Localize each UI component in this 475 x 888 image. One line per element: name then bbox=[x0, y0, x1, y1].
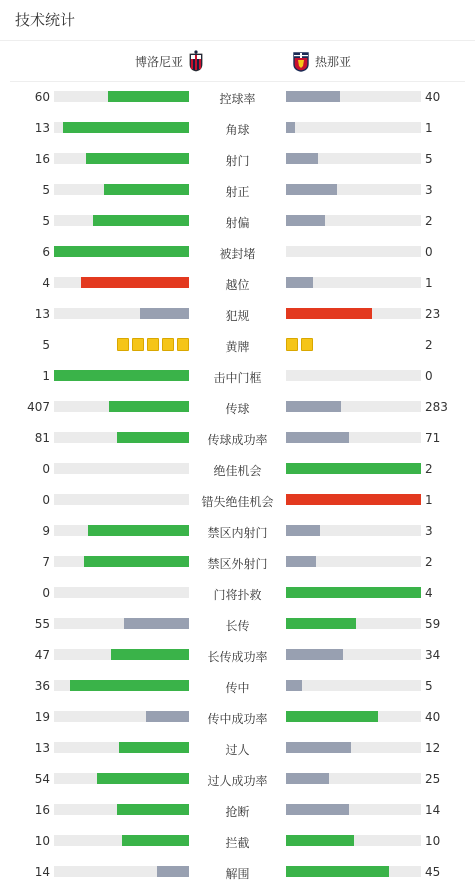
away-stat-value: 10 bbox=[425, 834, 441, 848]
away-stat-bar-fill bbox=[286, 742, 351, 753]
stat-row bbox=[0, 609, 475, 640]
away-stat-value: 45 bbox=[425, 865, 441, 879]
home-stat-bar-fill bbox=[63, 122, 189, 133]
stat-label: 过人成功率 bbox=[207, 774, 268, 788]
yellow-card-icon bbox=[162, 338, 174, 351]
away-stat-bar bbox=[286, 804, 421, 815]
home-stat-bar bbox=[54, 618, 189, 629]
away-team[interactable] bbox=[293, 41, 357, 81]
home-stat-bar bbox=[54, 649, 189, 660]
stat-row bbox=[0, 671, 475, 702]
stat-row bbox=[0, 82, 475, 113]
away-stat-bar bbox=[286, 215, 421, 226]
stat-label: 射偏 bbox=[225, 216, 250, 230]
away-stat-bar bbox=[286, 773, 421, 784]
away-team-name: 热那亚 bbox=[315, 54, 352, 69]
home-stat-bar bbox=[54, 432, 189, 443]
home-stat-value: 4 bbox=[42, 276, 50, 290]
stat-row bbox=[0, 640, 475, 671]
away-stat-value: 283 bbox=[425, 400, 448, 414]
away-stat-bar bbox=[286, 494, 421, 505]
away-stat-bar-fill bbox=[286, 494, 421, 505]
home-stat-bar-fill bbox=[146, 711, 189, 722]
stat-row bbox=[0, 795, 475, 826]
away-stat-value: 3 bbox=[425, 524, 433, 538]
away-stat-value: 59 bbox=[425, 617, 441, 631]
away-stat-value: 40 bbox=[425, 710, 441, 724]
home-stat-bar-fill bbox=[70, 680, 189, 691]
home-stat-bar bbox=[54, 711, 189, 722]
home-stat-value: 0 bbox=[42, 462, 50, 476]
home-stat-bar bbox=[54, 246, 189, 257]
home-stat-value: 7 bbox=[42, 555, 50, 569]
stat-label: 拦截 bbox=[225, 836, 250, 850]
away-stat-value: 1 bbox=[425, 493, 433, 507]
home-stat-bar bbox=[54, 401, 189, 412]
home-stat-bar bbox=[54, 277, 189, 288]
away-stat-bar bbox=[286, 525, 421, 536]
home-stat-bar-fill bbox=[84, 556, 189, 567]
stat-row bbox=[0, 764, 475, 795]
away-stat-value: 34 bbox=[425, 648, 441, 662]
stat-label: 抢断 bbox=[225, 805, 250, 819]
away-stat-bar bbox=[286, 401, 421, 412]
stat-label: 角球 bbox=[225, 123, 250, 137]
home-stat-bar-fill bbox=[93, 215, 189, 226]
home-stat-value: 14 bbox=[34, 865, 50, 879]
away-stat-value: 12 bbox=[425, 741, 441, 755]
away-stat-bar-fill bbox=[286, 215, 325, 226]
away-stat-value: 0 bbox=[425, 369, 433, 383]
home-stat-bar-fill bbox=[140, 308, 189, 319]
away-stat-value: 1 bbox=[425, 276, 433, 290]
stat-row bbox=[0, 268, 475, 299]
away-stat-bar-fill bbox=[286, 587, 421, 598]
teams-header bbox=[10, 41, 465, 82]
stat-label: 传中 bbox=[225, 681, 250, 695]
yellow-card-icon bbox=[147, 338, 159, 351]
away-stat-value: 3 bbox=[425, 183, 433, 197]
stat-label: 门将扑救 bbox=[213, 588, 262, 602]
away-stat-value: 4 bbox=[425, 586, 433, 600]
stat-label: 越位 bbox=[225, 278, 250, 292]
home-stat-value: 81 bbox=[34, 431, 50, 445]
home-stat-bar-fill bbox=[104, 184, 189, 195]
away-stat-value: 71 bbox=[425, 431, 441, 445]
away-stat-bar bbox=[286, 153, 421, 164]
away-stat-bar bbox=[286, 680, 421, 691]
away-stat-bar-fill bbox=[286, 432, 349, 443]
stat-row bbox=[0, 361, 475, 392]
home-stat-bar-fill bbox=[111, 649, 189, 660]
stat-label: 黄牌 bbox=[225, 340, 250, 354]
home-stat-value: 0 bbox=[42, 493, 50, 507]
stat-label: 击中门框 bbox=[213, 371, 262, 385]
away-stat-bar-fill bbox=[286, 711, 378, 722]
stat-label: 禁区外射门 bbox=[207, 557, 268, 571]
away-stat-value: 5 bbox=[425, 679, 433, 693]
home-stat-value: 5 bbox=[42, 183, 50, 197]
home-stat-value: 5 bbox=[42, 338, 50, 352]
away-stat-bar bbox=[286, 618, 421, 629]
home-stat-value: 0 bbox=[42, 586, 50, 600]
stat-label: 禁区内射门 bbox=[207, 526, 268, 540]
home-stat-value: 47 bbox=[34, 648, 50, 662]
stat-row bbox=[0, 516, 475, 547]
away-stat-bar-fill bbox=[286, 122, 295, 133]
stat-label: 绝佳机会 bbox=[213, 464, 262, 478]
home-stat-bar-fill bbox=[122, 835, 190, 846]
stat-label: 犯规 bbox=[225, 309, 250, 323]
stat-row bbox=[0, 485, 475, 516]
away-stat-bar bbox=[286, 742, 421, 753]
home-stat-bar bbox=[54, 587, 189, 598]
away-stat-value: 2 bbox=[425, 338, 433, 352]
away-stat-bar-fill bbox=[286, 525, 320, 536]
away-stat-value: 1 bbox=[425, 121, 433, 135]
stat-row bbox=[0, 454, 475, 485]
away-stat-bar-fill bbox=[286, 401, 341, 412]
stat-row bbox=[0, 175, 475, 206]
bologna-crest-icon bbox=[189, 50, 203, 72]
away-stat-bar-fill bbox=[286, 680, 302, 691]
away-stat-bar-fill bbox=[286, 308, 372, 319]
home-stat-bar-fill bbox=[108, 91, 189, 102]
away-stat-bar bbox=[286, 370, 421, 381]
away-stat-value: 40 bbox=[425, 90, 441, 104]
home-stat-value: 407 bbox=[27, 400, 50, 414]
away-stat-bar-fill bbox=[286, 556, 316, 567]
home-stat-bar bbox=[54, 122, 189, 133]
home-stat-value: 36 bbox=[34, 679, 50, 693]
home-stat-bar bbox=[54, 463, 189, 474]
away-stat-value: 2 bbox=[425, 462, 433, 476]
stat-label: 长传 bbox=[225, 619, 250, 633]
home-stat-value: 13 bbox=[34, 307, 50, 321]
stat-row bbox=[0, 423, 475, 454]
stats-list bbox=[0, 82, 475, 888]
away-stat-bar bbox=[286, 246, 421, 257]
away-stat-bar-fill bbox=[286, 463, 421, 474]
stat-row bbox=[0, 826, 475, 857]
home-stat-value: 16 bbox=[34, 152, 50, 166]
stat-row bbox=[0, 237, 475, 268]
stat-label: 传中成功率 bbox=[207, 712, 268, 726]
yellow-card-icon bbox=[177, 338, 189, 351]
home-stat-bar bbox=[54, 184, 189, 195]
home-stat-value: 5 bbox=[42, 214, 50, 228]
away-stat-bar bbox=[286, 91, 421, 102]
home-team-name: 博洛尼亚 bbox=[134, 54, 183, 69]
away-stat-bar bbox=[286, 432, 421, 443]
stat-label: 长传成功率 bbox=[207, 650, 268, 664]
stat-label: 被封堵 bbox=[219, 247, 256, 261]
stat-row bbox=[0, 733, 475, 764]
away-stat-value: 14 bbox=[425, 803, 441, 817]
stat-label: 过人 bbox=[225, 743, 250, 757]
away-stat-value: 2 bbox=[425, 214, 433, 228]
away-stat-bar-fill bbox=[286, 649, 343, 660]
home-stat-bar bbox=[54, 866, 189, 877]
stat-row bbox=[0, 113, 475, 144]
genoa-crest-icon bbox=[293, 50, 309, 72]
yellow-card-icon bbox=[117, 338, 129, 351]
home-stat-value: 16 bbox=[34, 803, 50, 817]
home-stat-bar-fill bbox=[109, 401, 189, 412]
stat-row bbox=[0, 702, 475, 733]
away-stat-bar bbox=[286, 122, 421, 133]
away-stat-bar bbox=[286, 587, 421, 598]
away-stat-bar bbox=[286, 308, 421, 319]
away-stat-bar-fill bbox=[286, 91, 340, 102]
away-stat-bar bbox=[286, 835, 421, 846]
stat-row bbox=[0, 547, 475, 578]
away-stat-value: 0 bbox=[425, 245, 433, 259]
stat-row bbox=[0, 392, 475, 423]
home-stat-value: 9 bbox=[42, 524, 50, 538]
away-stat-value: 5 bbox=[425, 152, 433, 166]
home-stat-bar bbox=[54, 153, 189, 164]
home-stat-bar-fill bbox=[119, 742, 189, 753]
home-yellow-cards bbox=[117, 338, 189, 351]
away-stat-bar bbox=[286, 866, 421, 877]
away-stat-value: 25 bbox=[425, 772, 441, 786]
away-stat-bar bbox=[286, 277, 421, 288]
home-stat-value: 19 bbox=[34, 710, 50, 724]
home-stat-bar bbox=[54, 370, 189, 381]
away-stat-bar-fill bbox=[286, 277, 313, 288]
home-stat-bar bbox=[54, 742, 189, 753]
home-stat-bar-fill bbox=[97, 773, 189, 784]
yellow-card-icon bbox=[301, 338, 313, 351]
home-stat-value: 6 bbox=[42, 245, 50, 259]
away-stat-value: 2 bbox=[425, 555, 433, 569]
home-stat-bar bbox=[54, 835, 189, 846]
home-team[interactable] bbox=[129, 41, 203, 81]
home-stat-bar bbox=[54, 773, 189, 784]
home-stat-bar bbox=[54, 804, 189, 815]
home-stat-bar bbox=[54, 215, 189, 226]
away-stat-bar bbox=[286, 463, 421, 474]
away-stat-bar-fill bbox=[286, 153, 318, 164]
home-stat-bar-fill bbox=[88, 525, 189, 536]
stat-label: 传球 bbox=[225, 402, 250, 416]
home-stat-value: 1 bbox=[42, 369, 50, 383]
away-stat-bar bbox=[286, 556, 421, 567]
away-stat-bar bbox=[286, 649, 421, 660]
home-stat-bar bbox=[54, 91, 189, 102]
away-stat-bar-fill bbox=[286, 618, 356, 629]
away-stat-value: 23 bbox=[425, 307, 441, 321]
home-stat-value: 55 bbox=[34, 617, 50, 631]
stat-row bbox=[0, 578, 475, 609]
stat-row bbox=[0, 330, 475, 361]
away-stat-bar-fill bbox=[286, 773, 329, 784]
home-stat-bar bbox=[54, 308, 189, 319]
stat-label: 错失绝佳机会 bbox=[201, 495, 274, 509]
yellow-card-icon bbox=[132, 338, 144, 351]
stat-row bbox=[0, 144, 475, 175]
home-stat-bar bbox=[54, 680, 189, 691]
stat-row bbox=[0, 857, 475, 888]
stat-label: 射正 bbox=[225, 185, 250, 199]
home-stat-value: 60 bbox=[34, 90, 50, 104]
away-stat-bar-fill bbox=[286, 804, 349, 815]
stat-row bbox=[0, 206, 475, 237]
home-stat-value: 10 bbox=[34, 834, 50, 848]
home-stat-bar bbox=[54, 525, 189, 536]
stat-label: 射门 bbox=[225, 154, 250, 168]
stat-label: 控球率 bbox=[219, 92, 256, 106]
away-stat-bar-fill bbox=[286, 184, 337, 195]
away-yellow-cards bbox=[286, 338, 313, 351]
home-stat-bar bbox=[54, 494, 189, 505]
stat-label: 解围 bbox=[225, 867, 250, 881]
home-stat-bar-fill bbox=[54, 370, 189, 381]
home-stat-bar-fill bbox=[117, 432, 189, 443]
away-stat-bar bbox=[286, 711, 421, 722]
home-stat-value: 13 bbox=[34, 741, 50, 755]
home-stat-value: 54 bbox=[34, 772, 50, 786]
yellow-card-icon bbox=[286, 338, 298, 351]
home-stat-bar-fill bbox=[117, 804, 189, 815]
home-stat-bar-fill bbox=[54, 246, 189, 257]
page-title: 技术统计 bbox=[0, 0, 475, 41]
away-stat-bar-fill bbox=[286, 866, 389, 877]
home-stat-bar-fill bbox=[157, 866, 189, 877]
home-stat-value: 13 bbox=[34, 121, 50, 135]
away-stat-bar-fill bbox=[286, 835, 354, 846]
home-stat-bar-fill bbox=[86, 153, 189, 164]
stat-row bbox=[0, 299, 475, 330]
home-stat-bar-fill bbox=[124, 618, 189, 629]
home-stat-bar-fill bbox=[81, 277, 189, 288]
home-stat-bar bbox=[54, 556, 189, 567]
away-stat-bar bbox=[286, 184, 421, 195]
stat-label: 传球成功率 bbox=[207, 433, 268, 447]
